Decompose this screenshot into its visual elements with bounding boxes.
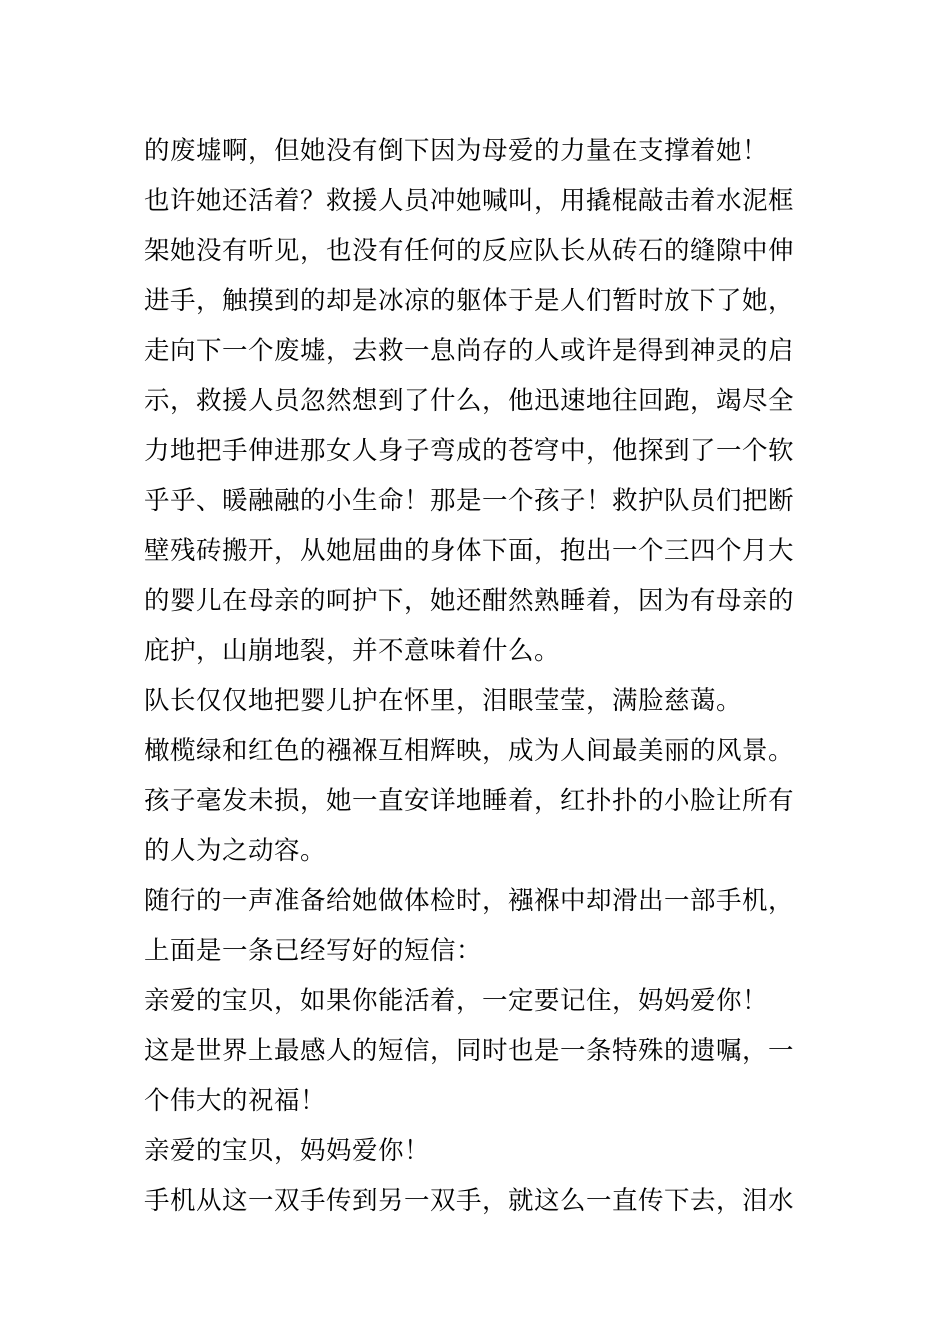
text-line: 力地把手伸进那女人身子弯成的苍穹中，他探到了一个软 bbox=[144, 436, 795, 466]
text-line: 孩子毫发未损，她一直安详地睡着，红扑扑的小脸让所有 bbox=[144, 786, 795, 816]
text-line: 这是世界上最感人的短信，同时也是一条特殊的遗嘱，一 bbox=[144, 1036, 795, 1066]
text-line: 进手，触摸到的却是冰凉的躯体于是人们暂时放下了她， bbox=[144, 286, 795, 316]
body-text bbox=[144, 126, 814, 1226]
text-line: 的婴儿在母亲的呵护下，她还酣然熟睡着，因为有母亲的 bbox=[144, 586, 795, 616]
text-line: 也许她还活着？救援人员冲她喊叫，用撬棍敲击着水泥框 bbox=[144, 186, 795, 216]
text-line: 示，救援人员忽然想到了什么，他迅速地往回跑，竭尽全 bbox=[144, 386, 795, 416]
text-line: 亲爱的宝贝，如果你能活着，一定要记住，妈妈爱你！ bbox=[144, 986, 769, 1016]
text-line: 队长仅仅地把婴儿护在怀里，泪眼莹莹，满脸慈蔼。 bbox=[144, 686, 743, 716]
text-line: 上面是一条已经写好的短信： bbox=[144, 936, 483, 966]
text-line: 手机从这一双手传到另一双手，就这么一直传下去，泪水 bbox=[144, 1186, 795, 1216]
text-line: 走向下一个废墟，去救一息尚存的人或许是得到神灵的启 bbox=[144, 336, 795, 366]
text-line: 亲爱的宝贝，妈妈爱你！ bbox=[144, 1136, 431, 1166]
text-line: 庇护，山崩地裂，并不意味着什么。 bbox=[144, 636, 561, 666]
text-line: 橄榄绿和红色的襁褓互相辉映，成为人间最美丽的风景。 bbox=[144, 736, 795, 766]
text-line: 随行的一声准备给她做体检时，襁褓中却滑出一部手机， bbox=[144, 886, 795, 916]
text-line: 的废墟啊，但她没有倒下因为母爱的力量在支撑着她！ bbox=[144, 136, 769, 166]
text-line: 个伟大的祝福！ bbox=[144, 1086, 327, 1116]
text-line: 乎乎、暖融融的小生命！那是一个孩子！救护队员们把断 bbox=[144, 486, 795, 516]
text-line: 壁残砖搬开，从她屈曲的身体下面，抱出一个三四个月大 bbox=[144, 536, 795, 566]
text-line: 架她没有听见，也没有任何的反应队长从砖石的缝隙中伸 bbox=[144, 236, 795, 266]
text-line: 的人为之动容。 bbox=[144, 836, 327, 866]
